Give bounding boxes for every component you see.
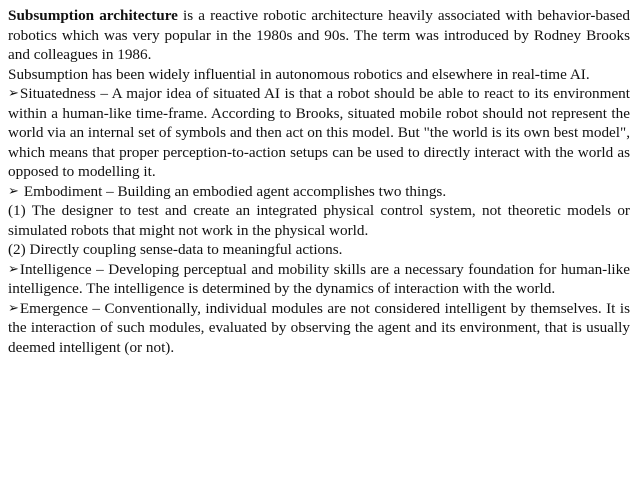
bullet-text: Emergence – Conventionally, individual modules are not considered intelligent by themselves. It is the interaction of such modules, evaluated by observing the agent and its environment, that is usually deemed intelligent (or not). [8, 299, 630, 356]
slide-body [8, 6, 630, 357]
bullet-emergence [8, 299, 630, 358]
bullet-situatedness [8, 84, 630, 182]
bullet-embodiment [8, 182, 630, 202]
embodiment-point-2: (2) Directly coupling sense-data to meaningful actions. [8, 241, 343, 258]
bullet-intelligence [8, 260, 630, 299]
intro-text: is a reactive robotic architecture heavily associated with behavior-based robotics which was very popular in the 1980s and 90s. The term was introduced by Rodney Brooks and colleagues in 1986. [8, 7, 630, 63]
bullet-text: Embodiment – Building an embodied agent accomplishes two things. [23, 182, 447, 200]
bullet-text: Intelligence – Developing perceptual and mobility skills are a necessary foundation for human-like intelligence. The intelligence is determined by the dynamics of interaction with the world. [8, 260, 630, 297]
arrow-bullet-icon: ➢ [8, 261, 19, 277]
influence-paragraph: Subsumption has been widely influential in autonomous robotics and elsewhere in real-time AI. [8, 65, 590, 83]
term-title: Subsumption architecture [8, 7, 178, 24]
arrow-bullet-icon: ➢ [8, 300, 19, 316]
arrow-bullet-icon: ➢ [8, 183, 19, 199]
bullet-text: Situatedness – A major idea of situated AI is that a robot should be able to react to its environment within a human-like time-frame. According to Brooks, situated mobile robot should not represent the world via an internal set of symbols and then act on this model. But "the world is its own best model", which means that proper perception-to-action setups can be used to directly interact with the world as opposed to modelling it. [8, 85, 630, 180]
arrow-bullet-icon: ➢ [8, 86, 19, 101]
intro-paragraph [8, 6, 630, 65]
embodiment-point-1: (1) The designer to test and create an integrated physical control system, not theoretic models or simulated robots that might not work in the physical world. [8, 202, 630, 239]
